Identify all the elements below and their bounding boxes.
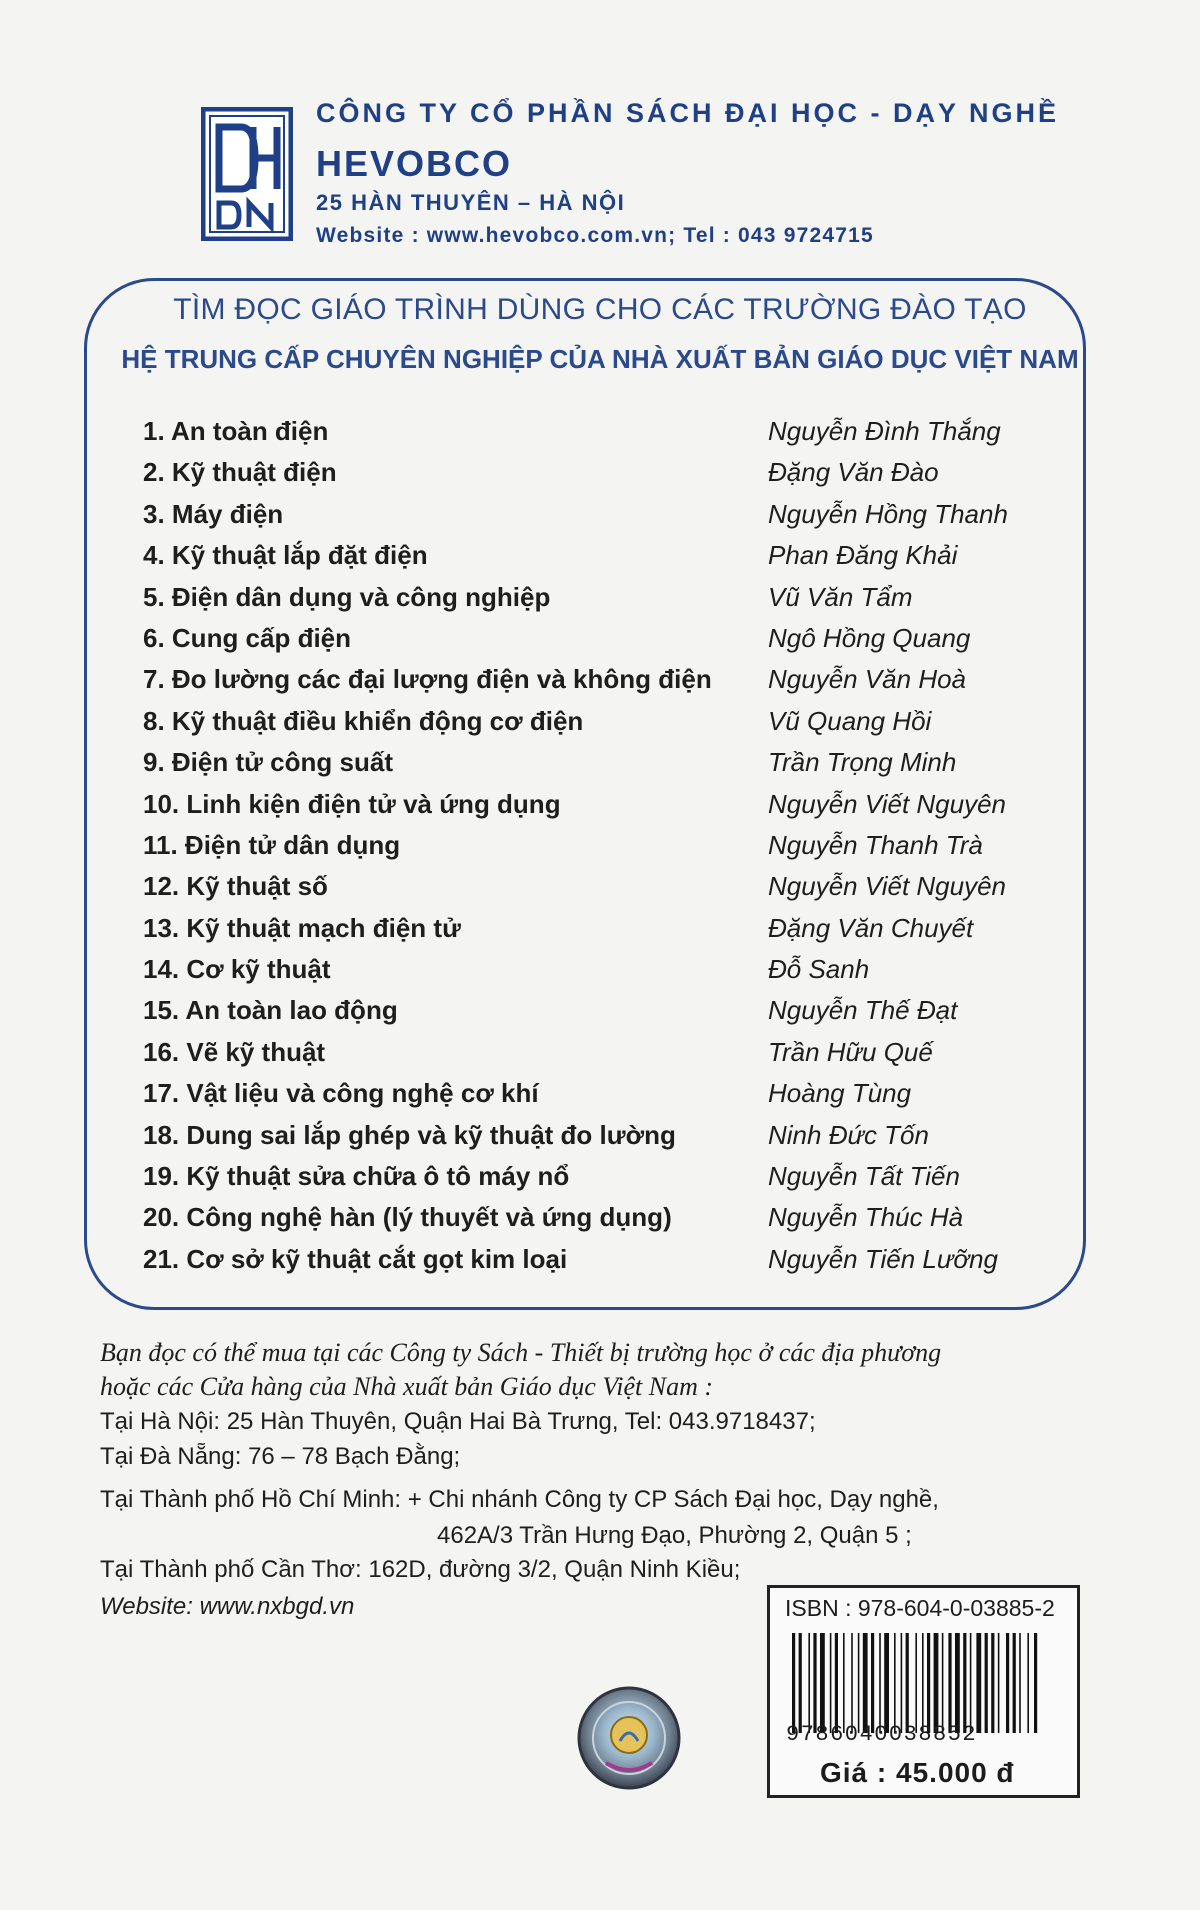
book-title: 19. Kỹ thuật sửa chữa ô tô máy nổ xyxy=(143,1161,570,1192)
book-author: Vũ Văn Tẩm xyxy=(768,581,913,612)
barcode-icon xyxy=(790,1633,1045,1733)
store-hcm-address: 462A/3 Trần Hưng Đạo, Phường 2, Quận 5 ; xyxy=(437,1522,912,1549)
barcode-digits: 9786040038852 xyxy=(786,1722,978,1747)
book-row xyxy=(0,706,1200,747)
book-row xyxy=(0,499,1200,540)
book-row xyxy=(0,1078,1200,1119)
book-author: Vũ Quang Hồi xyxy=(768,705,932,736)
booklist-subheading: HỆ TRUNG CẤP CHUYÊN NGHIỆP CỦA NHÀ XUẤT BẢN GIÁO DỤC VIỆT NAM xyxy=(121,344,1079,374)
book-author: Nguyễn Thanh Trà xyxy=(768,829,983,860)
book-row xyxy=(0,747,1200,788)
book-row xyxy=(0,416,1200,457)
book-title: 18. Dung sai lắp ghép và kỹ thuật đo lường xyxy=(143,1119,676,1150)
book-author: Nguyễn Hồng Thanh xyxy=(768,498,1008,529)
book-title: 10. Linh kiện điện tử và ứng dụng xyxy=(143,788,561,819)
book-row xyxy=(0,623,1200,664)
publisher-logo xyxy=(201,107,293,241)
book-author: Nguyễn Thế Đạt xyxy=(768,995,958,1026)
book-title: 16. Vẽ kỹ thuật xyxy=(143,1036,326,1067)
booklist-heading: TÌM ĐỌC GIÁO TRÌNH DÙNG CHO CÁC TRƯỜNG ĐÀO TẠO xyxy=(173,293,1027,326)
book-author: Nguyễn Đình Thắng xyxy=(768,416,1001,446)
book-author: Nguyễn Tất Tiến xyxy=(768,1161,960,1192)
price-label: Giá : 45.000 đ xyxy=(820,1757,1015,1788)
book-author: Hoàng Tùng xyxy=(768,1078,912,1109)
book-title: 12. Kỹ thuật số xyxy=(143,871,328,902)
book-author: Nguyễn Thúc Hà xyxy=(768,1202,964,1233)
book-row xyxy=(0,1244,1200,1285)
store-danang: Tại Đà Nẵng: 76 – 78 Bạch Đằng; xyxy=(100,1443,461,1470)
book-author: Nguyễn Văn Hoà xyxy=(768,664,967,695)
hologram-seal-icon xyxy=(576,1685,682,1791)
book-row xyxy=(0,457,1200,498)
book-title: 14. Cơ kỹ thuật xyxy=(143,954,331,985)
book-author: Ngô Hồng Quang xyxy=(768,622,971,653)
book-author: Phan Đăng Khải xyxy=(768,540,958,571)
book-row xyxy=(0,1037,1200,1078)
book-author: Đỗ Sanh xyxy=(768,954,870,985)
book-row xyxy=(0,995,1200,1036)
publisher-company-name: CÔNG TY CỔ PHẦN SÁCH ĐẠI HỌC - DẠY NGHỀ xyxy=(316,98,1060,128)
book-title: 9. Điện tử công suất xyxy=(143,747,393,778)
publisher-website-link[interactable]: Website: www.nxbgd.vn xyxy=(100,1593,355,1620)
book-author: Trần Trọng Minh xyxy=(768,747,957,778)
book-title: 20. Công nghệ hàn (lý thuyết và ứng dụng) xyxy=(143,1202,672,1233)
book-title: 1. An toàn điện xyxy=(143,416,329,446)
book-author: Đặng Văn Chuyết xyxy=(768,912,974,943)
book-title: 17. Vật liệu và công nghệ cơ khí xyxy=(143,1078,539,1109)
book-title: 3. Máy điện xyxy=(143,498,284,529)
book-row xyxy=(0,830,1200,871)
publisher-logo-mark xyxy=(201,107,293,241)
store-hcm: Tại Thành phố Hồ Chí Minh: + Chi nhánh Công ty CP Sách Đại học, Dạy nghề, xyxy=(100,1486,939,1513)
book-title: 11. Điện tử dân dụng xyxy=(143,829,401,860)
book-author: Nguyễn Viết Nguyên xyxy=(768,788,1007,819)
buy-intro-line1: Bạn đọc có thể mua tại các Công ty Sách - Thiết bị trường học ở các địa phương xyxy=(100,1338,942,1367)
book-author: Nguyễn Tiến Lưỡng xyxy=(768,1243,998,1274)
store-hanoi: Tại Hà Nội: 25 Hàn Thuyên, Quận Hai Bà Trưng, Tel: 043.9718437; xyxy=(100,1408,816,1435)
buy-intro-line2: hoặc các Cửa hàng của Nhà xuất bản Giáo dục Việt Nam : xyxy=(100,1372,714,1401)
book-title: 4. Kỹ thuật lắp đặt điện xyxy=(143,540,428,571)
store-cantho: Tại Thành phố Cần Thơ: 162D, đường 3/2, Quận Ninh Kiều; xyxy=(100,1556,741,1583)
book-row xyxy=(0,913,1200,954)
book-title: 8. Kỹ thuật điều khiển động cơ điện xyxy=(143,705,584,736)
book-title: 2. Kỹ thuật điện xyxy=(143,457,337,488)
book-row xyxy=(0,1202,1200,1243)
isbn-label: ISBN : 978-604-0-03885-2 xyxy=(785,1595,1055,1621)
book-row xyxy=(0,1120,1200,1161)
book-row xyxy=(0,1161,1200,1202)
book-title: 7. Đo lường các đại lượng điện và không điện xyxy=(143,664,712,695)
publisher-brand: HEVOBCO xyxy=(316,143,513,184)
book-row xyxy=(0,664,1200,705)
book-row xyxy=(0,582,1200,623)
book-title: 5. Điện dân dụng và công nghiệp xyxy=(143,581,551,612)
book-author: Trần Hữu Quế xyxy=(768,1036,933,1067)
book-row xyxy=(0,540,1200,581)
book-list xyxy=(0,416,1200,1285)
book-row xyxy=(0,871,1200,912)
book-title: 6. Cung cấp điện xyxy=(143,622,352,653)
book-title: 21. Cơ sở kỹ thuật cắt gọt kim loại xyxy=(143,1243,568,1274)
book-title: 15. An toàn lao động xyxy=(143,995,398,1026)
book-author: Nguyễn Viết Nguyên xyxy=(768,871,1007,902)
publisher-address: 25 HÀN THUYÊN – HÀ NỘI xyxy=(316,190,626,215)
publisher-website-tel: Website : www.hevobco.com.vn; Tel : 043 9724715 xyxy=(316,224,874,247)
book-row xyxy=(0,954,1200,995)
book-author: Đặng Văn Đào xyxy=(768,457,939,488)
book-title: 13. Kỹ thuật mạch điện tử xyxy=(143,912,461,943)
book-author: Ninh Đức Tốn xyxy=(768,1119,929,1150)
book-row xyxy=(0,789,1200,830)
